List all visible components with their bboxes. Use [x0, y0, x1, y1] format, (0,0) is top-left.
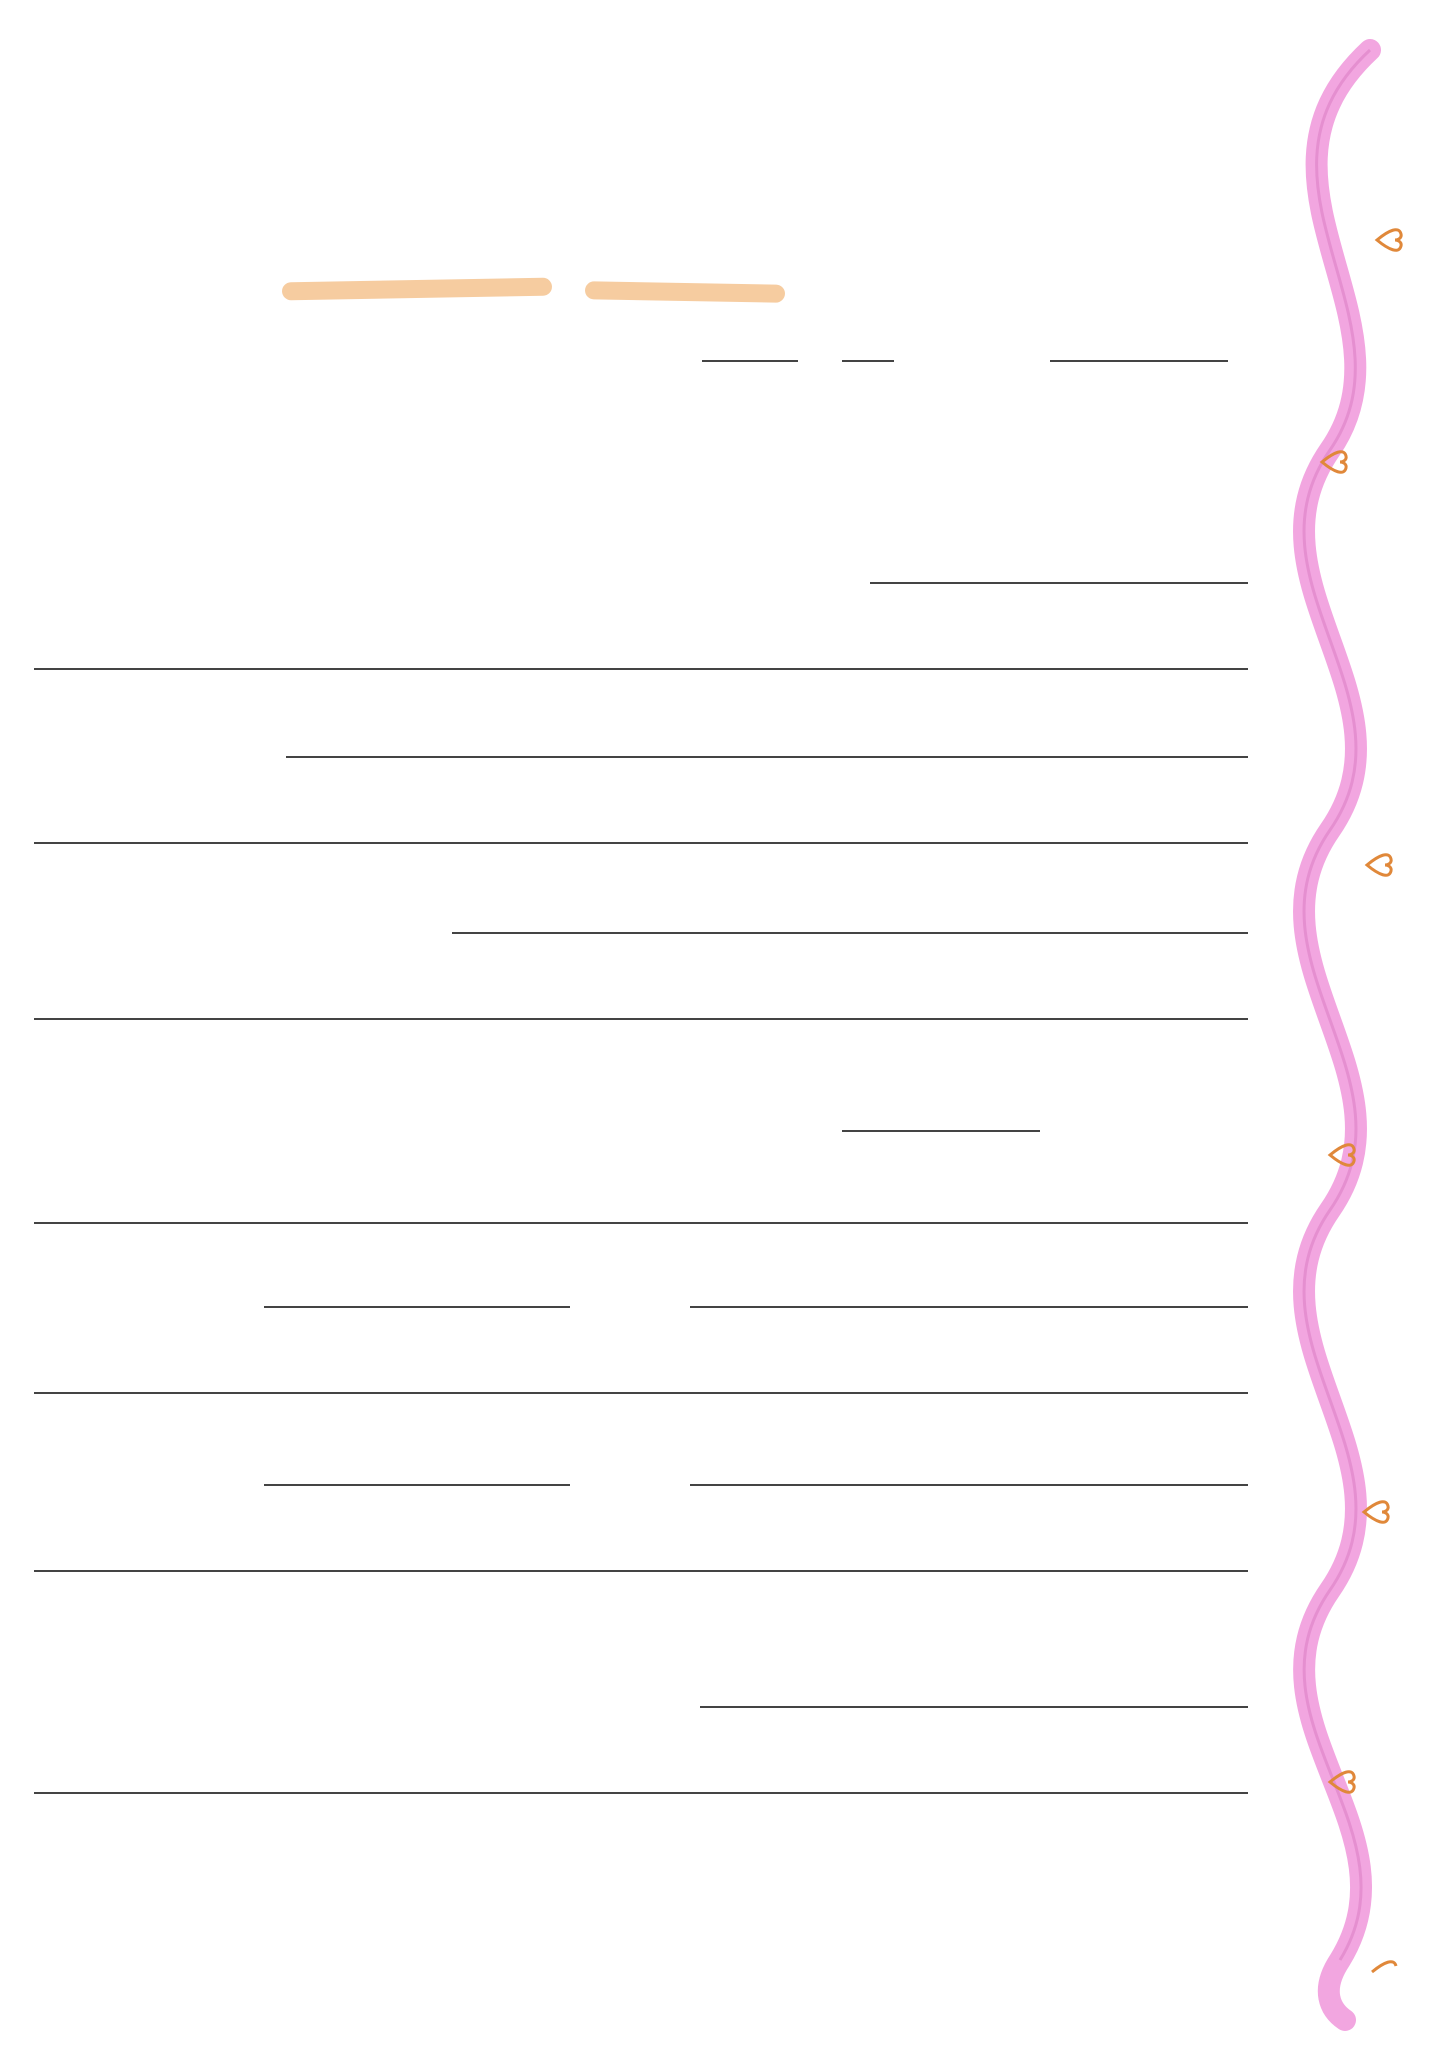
q2-reason-line[interactable] — [34, 1222, 1248, 1224]
object-reason-line-1[interactable] — [690, 1484, 1248, 1486]
event-answer-line[interactable] — [264, 1306, 570, 1308]
q3-answer-line-1[interactable] — [700, 1706, 1248, 1708]
q3-answer-line-2[interactable] — [34, 1792, 1248, 1794]
requirements-answer-line-2[interactable] — [34, 1018, 1248, 1020]
object-answer-line[interactable] — [264, 1484, 570, 1486]
requirements-answer-line-1[interactable] — [452, 932, 1248, 934]
environment-answer-line-2[interactable] — [34, 842, 1248, 844]
event-reason-line-2[interactable] — [34, 1392, 1248, 1394]
subtitle-highlight — [585, 281, 785, 302]
q2-person-line[interactable] — [842, 1130, 1040, 1132]
object-reason-line-2[interactable] — [34, 1570, 1248, 1572]
name-field[interactable] — [1050, 360, 1228, 362]
class-field[interactable] — [702, 360, 798, 362]
q1-answer-line-1[interactable] — [870, 582, 1248, 584]
number-field[interactable] — [842, 360, 894, 362]
q1-answer-line-2[interactable] — [34, 668, 1248, 670]
environment-answer-line-1[interactable] — [286, 756, 1248, 758]
event-reason-line-1[interactable] — [690, 1306, 1248, 1308]
